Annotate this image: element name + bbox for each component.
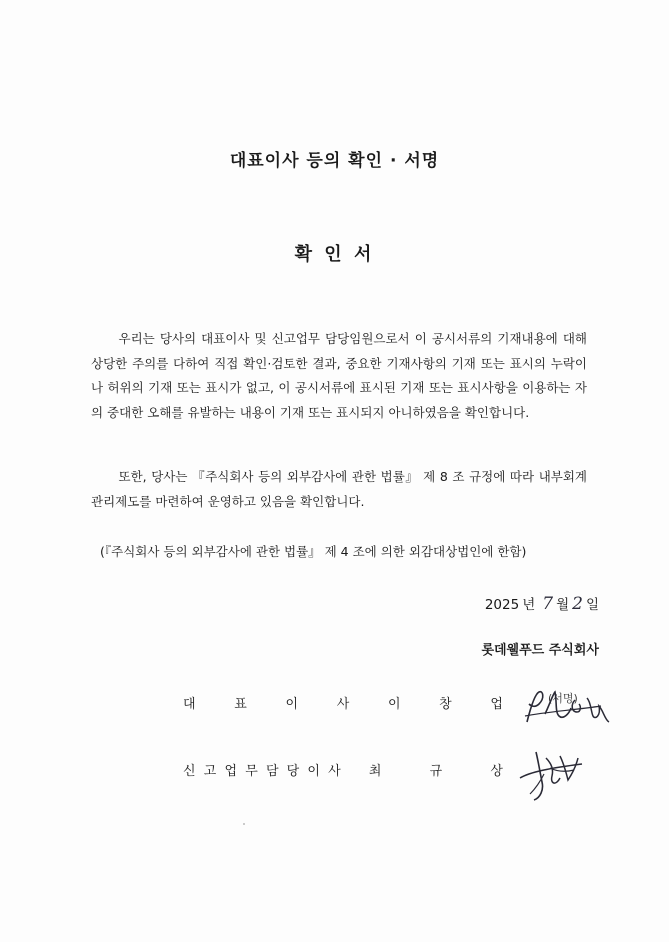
company-name: 롯데웰푸드 주식회사 [481, 643, 599, 658]
signer-title-char: 사 [328, 764, 341, 779]
signer-name-char: 업 [490, 697, 503, 712]
confirmation-paragraph: 우리는 당사의 대표이사 및 신고업무 담당임원으로서 이 공시서류의 기재내용에 대해 상당한 주의를 다하여 직접 확인·검토한 결과, 중요한 기재사항의 기재 또는 표시의 누락이나 허위의 기재 또는 표시가 없고, 이 공시서류에 표시된 기재 또는 표시사항을 이용하는 자의 중대한 오해를 유발하는 내용이 기재 또는 표시되지 아니하였음을 확인합니다. [91, 331, 587, 420]
date-month-unit: 월 [556, 597, 570, 613]
date-year-unit: 년 [522, 597, 536, 613]
signer-row-officer [183, 760, 503, 779]
stamp-label: (서명) [548, 692, 578, 705]
signer-name-char: 창 [439, 697, 452, 712]
signer-name-char: 이 [387, 697, 401, 712]
internal-control-paragraph: 또한, 당사는 『주식회사 등의 외부감사에 관한 법률』 제 8 조 규정에 따라 내부회계관리제도를 마련하여 운영하고 있음을 확인합니다. [91, 469, 587, 509]
date-year: 2025 [484, 597, 520, 613]
signer-title-char: 담 [265, 764, 279, 779]
date-month: 7 [542, 594, 554, 614]
signer-title-char: 이 [285, 697, 299, 712]
scan-speck [243, 823, 245, 825]
signer-name-char: 상 [490, 764, 503, 779]
signer-name-char: 규 [429, 764, 443, 779]
date-line [485, 593, 599, 614]
signer-title-char: 이 [307, 764, 320, 779]
signer-title-char: 신 [183, 764, 196, 779]
signer-title-char: 고 [203, 764, 217, 779]
ceo-signature [515, 676, 625, 736]
signer-title-char: 당 [286, 764, 300, 779]
date-day: 2 [572, 594, 583, 614]
applicability-note: (『주식회사 등의 외부감사에 관한 법률』 제 4 조에 의한 외감대상법인에 한함) [100, 544, 527, 559]
page-heading: 대표이사 등의 확인 · 서명 [229, 151, 440, 171]
signer-title-char: 표 [234, 697, 247, 712]
signer-title-char: 사 [336, 697, 350, 712]
signer-name-char: 최 [368, 764, 382, 779]
signer-row-ceo [183, 693, 503, 712]
signer-title-char: 무 [245, 764, 258, 779]
document-title: 확 인 서 [294, 244, 375, 265]
date-day-unit: 일 [585, 597, 599, 613]
signer-title-char: 업 [224, 764, 238, 779]
signer-title-char: 대 [183, 697, 196, 712]
officer-signature [510, 738, 600, 808]
